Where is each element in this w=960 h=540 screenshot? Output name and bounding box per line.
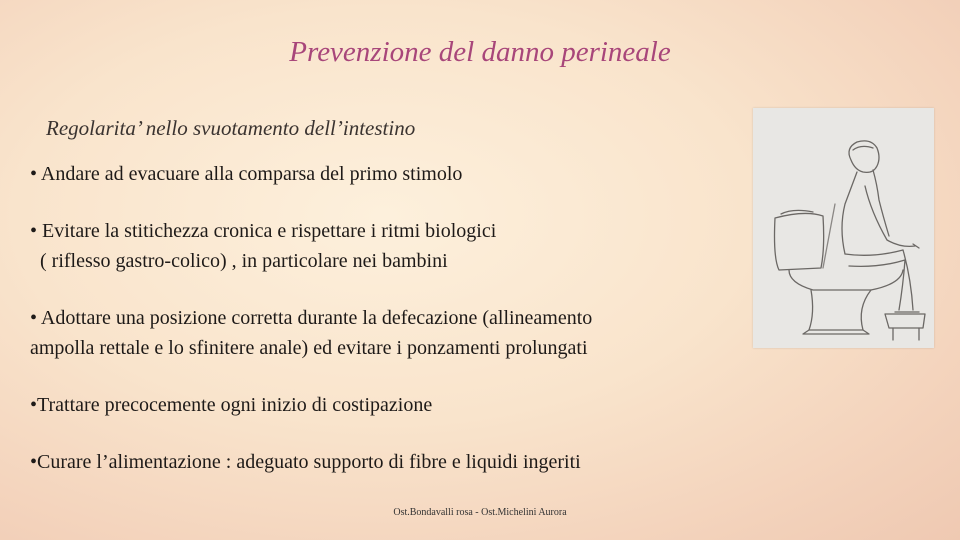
bullet-item (30, 159, 462, 189)
toilet-posture-illustration (753, 108, 934, 348)
person-on-toilet-sketch-icon (753, 108, 934, 348)
bullet-text: •Curare l’alimentazione : adeguato supporto di fibre e liquidi ingeriti (30, 451, 581, 473)
bullet-item (30, 447, 581, 477)
bullet-text: •Trattare precocemente ogni inizio di costipazione (30, 394, 433, 416)
slide-subtitle: Regolarita’ nello svuotamento dell’intestino (46, 116, 416, 140)
bullet-text-continued: ampolla rettale e lo sfinitere anale) ed evitare i ponzamenti prolungati (30, 337, 588, 359)
bullet-text: • Adottare una posizione corretta durante la defecazione (allineamento (30, 307, 593, 329)
slide-title: Prevenzione del danno perineale (289, 36, 671, 68)
bullet-item (30, 303, 592, 363)
bullet-text: • Andare ad evacuare alla comparsa del primo stimolo (30, 163, 463, 185)
slide-footer: Ost.Bondavalli rosa - Ost.Michelini Aurora (393, 507, 567, 518)
bullet-item (30, 216, 496, 276)
bullet-text: • Evitare la stitichezza cronica e rispettare i ritmi biologici (30, 220, 497, 242)
bullet-text-continued: ( riflesso gastro-colico) , in particolare nei bambini (30, 250, 448, 272)
bullet-item (30, 390, 432, 420)
